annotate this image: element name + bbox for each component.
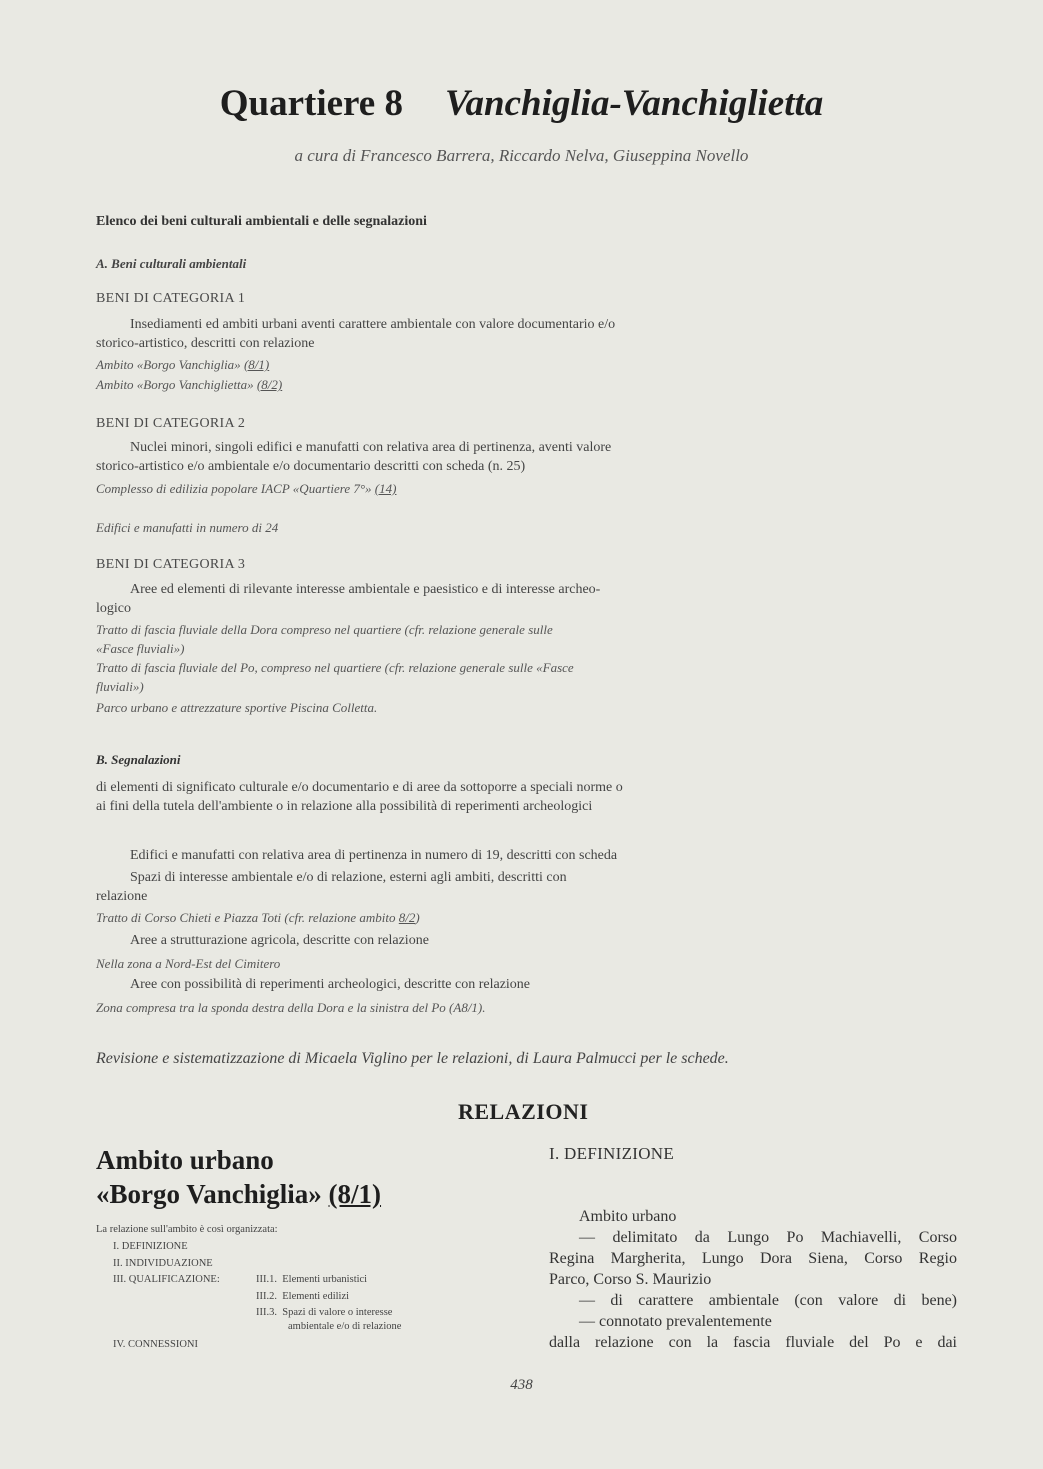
cat3-item2-line2: fluviali») — [96, 679, 144, 694]
cat3-item1 — [96, 620, 686, 658]
org-item-1-label: DEFINIZIONE — [121, 1241, 188, 1252]
org-sub-1-label: Elementi urbanistici — [282, 1274, 368, 1285]
section-b-p2 — [96, 868, 686, 906]
cat3-line2: logico — [96, 601, 131, 616]
org-item-1-num: I. — [113, 1241, 120, 1252]
revisione-note: Revisione e sistematizzazione di Micaela Viglino per le relazioni, di Laura Palmucci per le schede. — [96, 1050, 729, 1067]
org-item-1 — [113, 1239, 188, 1254]
section-b-intro-line1: di elementi di significato culturale e/o documentario e di aree da sottoporre a speciali norme o — [96, 780, 623, 795]
cat2-heading: BENI DI CATEGORIA 2 — [96, 416, 246, 431]
cat1-heading: BENI DI CATEGORIA 1 — [96, 291, 246, 306]
cat3-line1: Aree ed elementi di rilevante interesse ambientale e paesistico e di interesse archeo- — [130, 582, 601, 597]
definizione-line-3: Regina Margherita, Lungo Dora Siena, Corso Regio — [549, 1250, 957, 1267]
section-b-p4-item: Zona compresa tra la sponda destra della Dora e la sinistra del Po (A8/1). — [96, 1000, 486, 1015]
cat1-line1: Insediamenti ed ambiti urbani aventi carattere ambientale con valore documentario e/o — [130, 317, 616, 332]
org-sub-3-label: Spazi di valore o interesse — [282, 1307, 393, 1318]
section-b-p4: Aree con possibilità di reperimenti archeologici, descritte con relazione — [130, 977, 531, 992]
org-sub-3-num: III.3. — [256, 1307, 277, 1318]
cat3-heading: BENI DI CATEGORIA 3 — [96, 557, 246, 572]
org-sub-1-num: III.1. — [256, 1274, 277, 1285]
cat1-item2 — [96, 375, 282, 394]
cat1-description — [96, 315, 686, 353]
section-b-p2-item-text: Tratto di Corso Chieti e Piazza Toti (cfr. relazione ambito — [96, 910, 396, 925]
cat1-item1 — [96, 355, 269, 374]
definizione-line-7: dalla relazione con la fascia fluviale del Po e dai — [549, 1334, 957, 1351]
definizione-line-2: — delimitato da Lungo Po Machiavelli, Corso — [579, 1229, 957, 1246]
page-title — [0, 82, 1043, 125]
org-item-2 — [113, 1256, 213, 1271]
section-b-p2-item-end: ) — [415, 910, 420, 925]
org-sub-2-label: Elementi edilizi — [282, 1291, 350, 1302]
cat1-item2-ref: (8/2) — [256, 377, 283, 392]
cat2-item2: Edifici e manufatti in numero di 24 — [96, 520, 279, 535]
org-intro: La relazione sull'ambito è così organizzata: — [96, 1224, 278, 1235]
section-b-p2-line2: relazione — [96, 889, 148, 904]
section-b-p1: Edifici e manufatti con relativa area di pertinenza in numero di 19, descritti con scheda — [130, 848, 618, 863]
ambito-title-line1: Ambito urbano — [96, 1145, 274, 1175]
section-b-intro-line2: ai fini della tutela dell'ambiente o in relazione alla possibilità di reperimenti archeologici — [96, 799, 593, 814]
section-b-title: B. Segnalazioni — [96, 752, 181, 767]
ambito-title-ref: (8/1) — [328, 1179, 382, 1209]
cat3-item3: Parco urbano e attrezzature sportive Piscina Colletta. — [96, 700, 378, 715]
cat1-item2-text: Ambito «Borgo Vanchiglietta» — [96, 377, 254, 392]
cat3-item1-line2: «Fasce fluviali») — [96, 641, 185, 656]
cat3-item2-line1: Tratto di fascia fluviale del Po, compreso nel quartiere (cfr. relazione generale sulle «Fasce — [96, 660, 574, 675]
org-sub-3-line2: ambientale e/o di relazione — [288, 1321, 402, 1332]
definizione-line-6: — connotato prevalentemente — [579, 1313, 772, 1330]
section-b-p3: Aree a strutturazione agricola, descritte con relazione — [130, 933, 429, 948]
section-b-p2-line1: Spazi di interesse ambientale e/o di relazione, esterni agli ambiti, descritti con — [130, 870, 567, 885]
title-number: Quartiere 8 — [219, 83, 403, 124]
org-item-4-label: CONNESSIONI — [127, 1339, 198, 1350]
ambito-title-line2 — [96, 1177, 381, 1211]
cat2-line2: storico-artistico e/o ambientale e/o documentario descritti con scheda (n. 25) — [96, 459, 526, 474]
cat2-item1-ref: (14) — [374, 481, 397, 496]
org-item-3 — [113, 1272, 220, 1287]
cat3-item2 — [96, 658, 686, 696]
definizione-line-1: Ambito urbano — [579, 1208, 677, 1225]
ambito-title-name: «Borgo Vanchiglia» — [96, 1179, 329, 1209]
org-item-3-label: QUALIFICAZIONE: — [128, 1274, 220, 1285]
section-b-intro — [96, 778, 686, 816]
cat3-description — [96, 580, 686, 618]
definizione-line-5: — di carattere ambientale (con valore di bene) — [579, 1292, 957, 1309]
cat3-item1-line1: Tratto di fascia fluviale della Dora compreso nel quartiere (cfr. relazione generale sulle — [96, 622, 553, 637]
org-sub-1 — [256, 1272, 367, 1287]
section-b-p2-item — [96, 908, 420, 927]
definizione-heading: I. DEFINIZIONE — [549, 1144, 675, 1163]
org-item-3-num: III. — [113, 1274, 127, 1285]
cat1-line2: storico-artistico, descritti con relazione — [96, 336, 315, 351]
org-item-2-label: INDIVIDUAZIONE — [125, 1258, 213, 1269]
org-sub-2-num: III.2. — [256, 1291, 277, 1302]
elenco-title: Elenco dei beni culturali ambientali e delle segnalazioni — [96, 214, 427, 229]
org-sub-3 — [256, 1305, 392, 1320]
definizione-line-4: Parco, Corso S. Maurizio — [549, 1271, 712, 1288]
section-b-p2-item-ref: 8/2 — [398, 910, 416, 925]
page-number: 438 — [510, 1377, 533, 1393]
section-a-title: A. Beni culturali ambientali — [96, 256, 247, 271]
definizione-text — [549, 1206, 957, 1353]
title-place: Vanchiglia-Vanchiglietta — [444, 83, 824, 124]
section-b-p3-item: Nella zona a Nord-Est del Cimitero — [96, 956, 281, 971]
ambito-title — [96, 1143, 381, 1211]
org-sub-2 — [256, 1289, 349, 1304]
org-item-4-num: IV. — [113, 1339, 126, 1350]
relazioni-heading: RELAZIONI — [458, 1099, 589, 1124]
cat2-item1 — [96, 479, 396, 498]
org-item-4 — [113, 1337, 198, 1352]
cat2-item1-text: Complesso di edilizia popolare IACP «Quartiere 7°» — [96, 481, 372, 496]
cat2-description — [96, 438, 686, 476]
cat1-item1-ref: (8/1) — [243, 357, 270, 372]
curatori: a cura di Francesco Barrera, Riccardo Nelva, Giuseppina Novello — [294, 146, 749, 165]
cat1-item1-text: Ambito «Borgo Vanchiglia» — [96, 357, 241, 372]
org-item-2-num: II. — [113, 1258, 123, 1269]
cat2-line1: Nuclei minori, singoli edifici e manufatti con relativa area di pertinenza, aventi valore — [130, 440, 612, 455]
